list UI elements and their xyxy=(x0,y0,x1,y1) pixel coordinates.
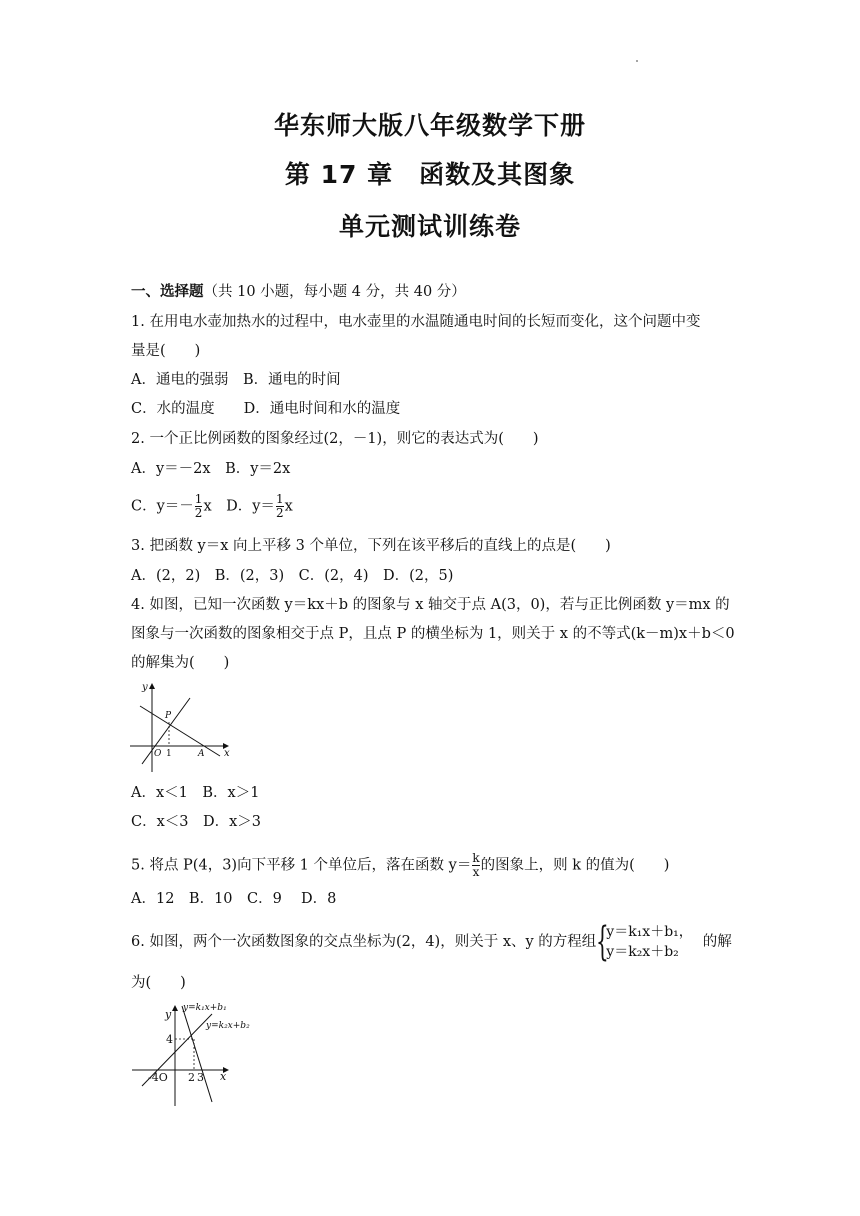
q6-brace: { xyxy=(596,919,610,965)
q3-stem: 3. 把函数 y＝x 向上平移 3 个单位，下列在该平移后的直线上的点是( ) xyxy=(131,538,611,554)
q2-optC-numerator: 1 xyxy=(194,492,203,506)
q4-point-p-label: P xyxy=(165,711,172,721)
q2-options-cd xyxy=(131,493,293,520)
q1-stem-line2: 量是( ) xyxy=(131,343,201,359)
q6-suffix: 的解 xyxy=(702,934,732,950)
q6-stem-line1 xyxy=(131,919,732,965)
q6-eq2: y＝k₂x＋b₂ xyxy=(606,944,679,960)
q6-eq1: y＝k₁x＋b₁， xyxy=(606,924,693,940)
section-heading xyxy=(131,282,466,302)
q4-stem-line3: 的解集为( ) xyxy=(131,655,230,671)
q4-options-cd: C．x＜3 D．x＞3 xyxy=(131,814,262,830)
q5-prefix: 5. 将点 P(4，3)向下平移 1 个单位后，落在函数 y＝ xyxy=(131,857,472,874)
q6-equation-system xyxy=(596,919,693,965)
q4-tick-one: 1 xyxy=(166,749,172,759)
q2-optC-fraction xyxy=(195,493,203,520)
section-label: 一、选择题 xyxy=(131,283,204,300)
q6-tick-three: 3 xyxy=(197,1071,204,1084)
q2-options-ab: A．y＝－2x B．y＝2x xyxy=(131,461,291,477)
q6-graph xyxy=(128,996,278,1110)
q6-line1-label: y=k₁x+b₁ xyxy=(183,1003,227,1013)
q4-options-ab: A．x＜1 B．x＞1 xyxy=(131,785,260,801)
q4-y-label: y xyxy=(142,682,148,693)
q6-x-label: x xyxy=(220,1070,227,1083)
q2-optC-prefix: C．y＝－ xyxy=(131,498,194,515)
q5-stem xyxy=(131,852,669,879)
q6-tick-two: 2 xyxy=(188,1071,195,1084)
corner-dot xyxy=(636,60,638,62)
q5-denominator: x xyxy=(472,865,480,879)
q5-suffix: 的图象上，则 k 的值为( ) xyxy=(480,857,670,874)
q2-optD-denominator: 2 xyxy=(275,506,284,520)
q2-optD-suffix: x xyxy=(284,498,293,515)
q2-optD-numerator: 1 xyxy=(275,492,284,506)
q1-stem-line1: 1. 在用电水壶加热水的过程中，电水壶里的水温随通电时间的长短而变化，这个问题中变 xyxy=(131,314,701,330)
q2-stem: 2. 一个正比例函数的图象经过(2，－1)，则它的表达式为( ) xyxy=(131,431,539,447)
q1-options-ab: A．通电的强弱 B．通电的时间 xyxy=(131,372,341,388)
q4-x-label: x xyxy=(224,748,230,759)
q6-tick-four: 4 xyxy=(166,1033,173,1046)
q6-y-label: y xyxy=(165,1008,172,1021)
q3-options: A．(2，2) B．(2，3) C．(2，4) D．(2，5) xyxy=(131,568,454,584)
doc-title: 华东师大版八年级数学下册 xyxy=(273,111,586,140)
q4-stem-line2: 图象与一次函数的图象相交于点 P，且点 P 的横坐标为 1，则关于 x 的不等式(k－m)x＋b＜0 xyxy=(131,626,735,642)
q4-origin-label: O xyxy=(154,749,162,759)
q6-tick-neg4-origin: -4O xyxy=(148,1071,168,1084)
q4-graph xyxy=(128,678,238,776)
q4-point-a-label: A xyxy=(198,749,205,759)
q2-optC-suffix: x D．y＝ xyxy=(203,498,275,515)
q5-numerator: k xyxy=(472,851,480,865)
q5-options: A．12 B．10 C．9 D．8 xyxy=(131,891,337,907)
section-note: （共 10 小题，每小题 4 分，共 40 分） xyxy=(203,284,466,300)
q6-prefix: 6. 如图，两个一次函数图象的交点坐标为(2，4)，则关于 x、y 的方程组 xyxy=(131,934,597,950)
test-title: 单元测试训练卷 xyxy=(338,212,521,241)
q6-stem-line2: 为( ) xyxy=(131,975,186,991)
q2-optC-denominator: 2 xyxy=(194,506,203,520)
q4-stem-line1: 4. 如图，已知一次函数 y＝kx＋b 的图象与 x 轴交于点 A(3，0)，若与正比例函数 y＝mx 的 xyxy=(131,597,730,613)
q5-fraction xyxy=(472,852,479,879)
q1-options-cd: C．水的温度 D．通电时间和水的温度 xyxy=(131,401,401,417)
q2-optD-fraction xyxy=(276,493,284,520)
q6-line2-label: y=k₂x+b₂ xyxy=(206,1021,250,1031)
chapter-title: 第 17 章 函数及其图象 xyxy=(284,160,576,189)
